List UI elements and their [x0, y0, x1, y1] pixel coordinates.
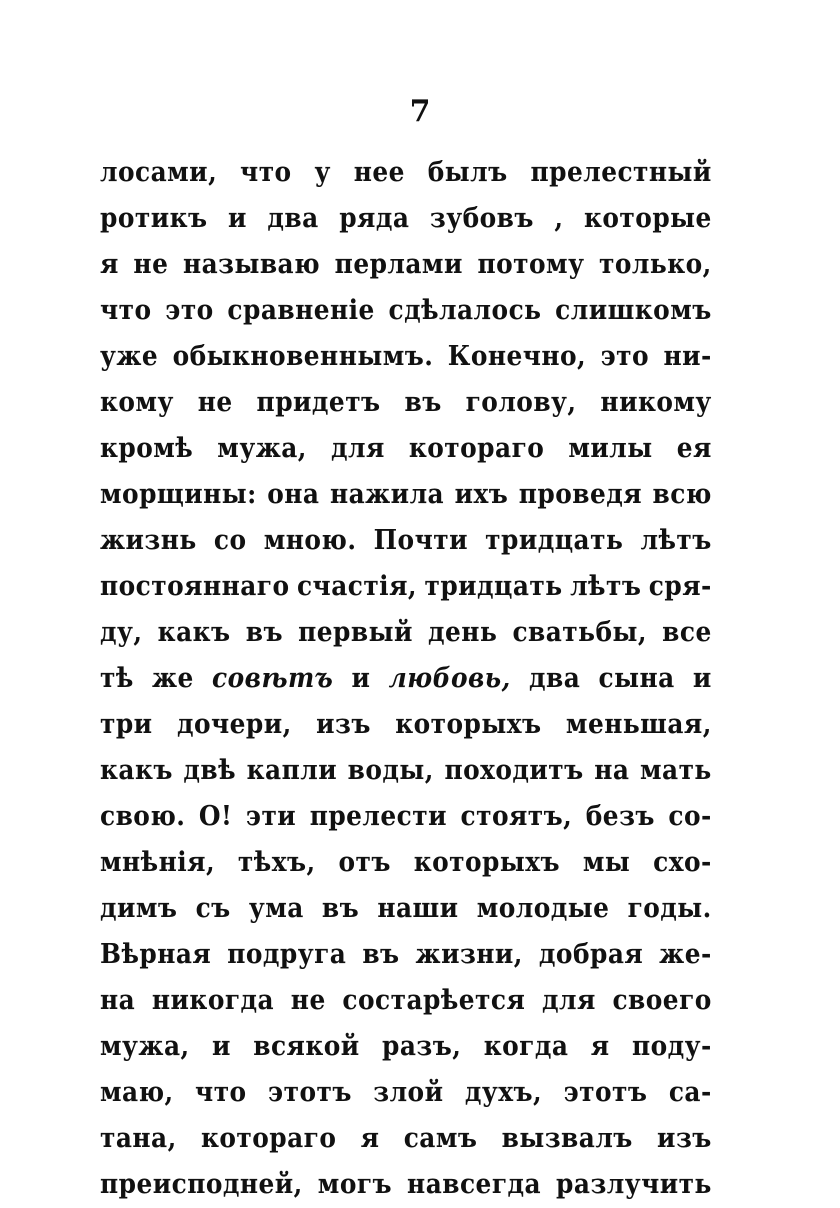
text-line: тѣ же совѣтъ и любовь, два сына и [100, 663, 712, 694]
page-number: 7 [409, 94, 431, 129]
text-line: маю, что этотъ злой духъ, этотъ са- [100, 1077, 712, 1108]
text-line: преисподней, могъ навсегда разлучить [100, 1169, 712, 1200]
text-line: димъ съ ума въ наши молодые годы. [100, 893, 712, 924]
text-line: постояннаго счастія, тридцать лѣтъ сря- [100, 571, 712, 602]
text-line: свою. О! эти прелести стоятъ, безъ со- [100, 801, 712, 832]
text-line: я не называю перлами потому только, [100, 249, 712, 280]
text-line: жизнь со мною. Почти тридцать лѣтъ [100, 525, 712, 556]
text-line: какъ двѣ капли воды, походитъ на мать [100, 755, 712, 786]
text-line: кому не придетъ въ голову, никому [100, 387, 712, 418]
text-line: морщины: она нажила ихъ проведя всю [100, 479, 712, 510]
text-line: кромѣ мужа, для котораго милы ея [100, 433, 712, 464]
text-line: три дочери, изъ которыхъ меньшая, [100, 709, 712, 740]
body-text [100, 150, 712, 1208]
text-line: ду, какъ въ первый день сватьбы, все [100, 617, 712, 648]
text-line: уже обыкновеннымъ. Конечно, это ни- [100, 341, 712, 372]
text-line: на никогда не состарѣется для своего [100, 985, 712, 1016]
text-line: лосами, что у нее былъ прелестный [100, 157, 712, 188]
text-line: ротикъ и два ряда зубовъ , которые [100, 203, 712, 234]
text-line: что это сравненіе сдѣлалось слишкомъ [100, 295, 712, 326]
text-line: тана, котораго я самъ вызвалъ изъ [100, 1123, 712, 1154]
text-line: мнѣнія, тѣхъ, отъ которыхъ мы схо- [100, 847, 712, 878]
text-line: Вѣрная подруга въ жизни, добрая же- [100, 939, 712, 970]
text-line: мужа, и всякой разъ, когда я поду- [100, 1031, 712, 1062]
